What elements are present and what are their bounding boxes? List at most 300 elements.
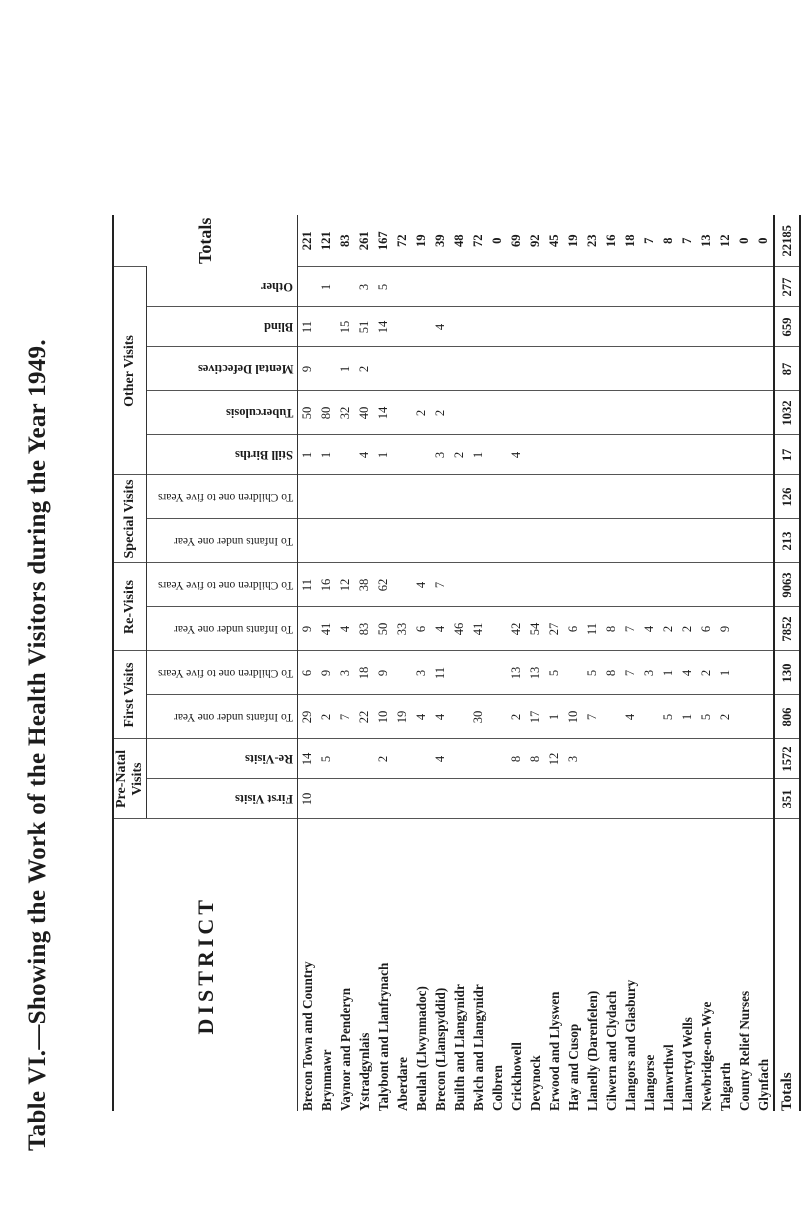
col-re-visits: Re-Visits bbox=[147, 739, 298, 779]
table-cell bbox=[678, 563, 697, 607]
table-cell bbox=[621, 391, 640, 435]
table-cell bbox=[469, 475, 488, 519]
district-name: Crickhowell bbox=[507, 819, 526, 1111]
table-cell bbox=[374, 475, 393, 519]
table-cell bbox=[355, 475, 374, 519]
table-cell: 11 bbox=[431, 651, 450, 695]
table-cell bbox=[716, 779, 735, 819]
table-cell bbox=[583, 267, 602, 307]
table-cell bbox=[735, 607, 754, 651]
table-row bbox=[450, 215, 469, 1111]
row-total: 0 bbox=[737, 237, 751, 244]
table-row bbox=[431, 215, 450, 1111]
table-cell bbox=[735, 475, 754, 519]
totals-cell: 806 bbox=[774, 695, 800, 739]
table-cell bbox=[393, 519, 412, 563]
table-cell bbox=[336, 779, 355, 819]
table-cell bbox=[659, 347, 678, 391]
table-cell: 51 bbox=[355, 307, 374, 347]
table-cell: 33 bbox=[393, 607, 412, 651]
table-row bbox=[469, 215, 488, 1111]
table-cell bbox=[526, 267, 545, 307]
table-cell bbox=[545, 779, 564, 819]
table-cell bbox=[659, 563, 678, 607]
table-cell bbox=[754, 739, 774, 779]
table-cell: 1 bbox=[678, 695, 697, 739]
table-cell: 7 bbox=[583, 695, 602, 739]
row-total: 72 bbox=[395, 234, 409, 248]
table-cell bbox=[602, 563, 621, 607]
table-cell: 32 bbox=[336, 391, 355, 435]
table-cell bbox=[298, 267, 318, 307]
table-cell bbox=[450, 695, 469, 739]
table-cell: 4 bbox=[621, 695, 640, 739]
table-cell bbox=[336, 475, 355, 519]
table-row bbox=[754, 215, 774, 1111]
table-cell bbox=[450, 307, 469, 347]
table-cell bbox=[488, 563, 507, 607]
table-cell: 12 bbox=[336, 563, 355, 607]
table-cell bbox=[507, 779, 526, 819]
table-cell bbox=[735, 391, 754, 435]
table-cell bbox=[659, 779, 678, 819]
table-cell bbox=[393, 435, 412, 475]
table-cell bbox=[678, 347, 697, 391]
table-cell bbox=[488, 267, 507, 307]
table-cell: 14 bbox=[374, 391, 393, 435]
table-row bbox=[374, 215, 393, 1111]
row-total: 261 bbox=[357, 231, 371, 251]
table-cell bbox=[754, 563, 774, 607]
table-cell bbox=[583, 347, 602, 391]
table-cell: 6 bbox=[298, 651, 318, 695]
table-cell: 1 bbox=[317, 267, 336, 307]
table-cell: 11 bbox=[298, 563, 318, 607]
table-cell: 38 bbox=[355, 563, 374, 607]
table-cell bbox=[754, 347, 774, 391]
table-cell bbox=[488, 779, 507, 819]
table-body bbox=[298, 215, 801, 1111]
table-row bbox=[298, 215, 318, 1111]
totals-cell: 9063 bbox=[774, 563, 800, 607]
table-cell: 1 bbox=[298, 435, 318, 475]
table-cell: 10 bbox=[298, 779, 318, 819]
table-cell: 13 bbox=[507, 651, 526, 695]
table-cell: 7 bbox=[621, 651, 640, 695]
table-cell bbox=[735, 651, 754, 695]
table-cell: 5 bbox=[374, 267, 393, 307]
table-cell bbox=[640, 519, 659, 563]
table-cell: 4 bbox=[412, 563, 431, 607]
col-tuberculosis: Tuberculosis bbox=[147, 391, 298, 435]
table-cell bbox=[602, 739, 621, 779]
table-cell bbox=[621, 563, 640, 607]
totals-cell: 7852 bbox=[774, 607, 800, 651]
table-cell: 1 bbox=[317, 435, 336, 475]
table-cell bbox=[754, 391, 774, 435]
table-cell bbox=[355, 519, 374, 563]
table-cell bbox=[735, 779, 754, 819]
table-cell bbox=[602, 267, 621, 307]
table-cell: 3 bbox=[564, 739, 583, 779]
table-cell: 7 bbox=[621, 607, 640, 651]
table-cell bbox=[412, 307, 431, 347]
table-cell bbox=[754, 651, 774, 695]
table-cell bbox=[431, 519, 450, 563]
table-cell bbox=[488, 695, 507, 739]
table-cell: 5 bbox=[697, 695, 716, 739]
table-cell: 2 bbox=[507, 695, 526, 739]
table-cell bbox=[621, 779, 640, 819]
row-total: 7 bbox=[680, 237, 694, 244]
table-row bbox=[583, 215, 602, 1111]
table-cell: 9 bbox=[298, 347, 318, 391]
table-cell bbox=[716, 307, 735, 347]
table-cell bbox=[336, 519, 355, 563]
totals-cell: 213 bbox=[774, 519, 800, 563]
table-cell bbox=[621, 519, 640, 563]
group-re-visits: Re-Visits bbox=[113, 563, 147, 651]
table-cell: 2 bbox=[431, 391, 450, 435]
table-cell: 80 bbox=[317, 391, 336, 435]
table-cell bbox=[621, 307, 640, 347]
table-row bbox=[545, 215, 564, 1111]
table-cell bbox=[469, 779, 488, 819]
table-cell bbox=[450, 779, 469, 819]
table-cell bbox=[488, 739, 507, 779]
table-cell bbox=[735, 739, 754, 779]
table-cell: 29 bbox=[298, 695, 318, 739]
table-cell bbox=[735, 347, 754, 391]
table-cell bbox=[526, 391, 545, 435]
health-visitors-table bbox=[112, 215, 801, 1111]
table-row bbox=[564, 215, 583, 1111]
table-cell bbox=[488, 519, 507, 563]
table-cell bbox=[697, 307, 716, 347]
table-cell: 42 bbox=[507, 607, 526, 651]
table-cell bbox=[393, 563, 412, 607]
table-row bbox=[507, 215, 526, 1111]
table-cell bbox=[374, 519, 393, 563]
row-total: 48 bbox=[452, 234, 466, 248]
table-cell: 7 bbox=[431, 563, 450, 607]
table-cell: 4 bbox=[431, 695, 450, 739]
col-first-infants: To Infants under one Year bbox=[147, 695, 298, 739]
table-row bbox=[355, 215, 374, 1111]
row-total: 0 bbox=[756, 237, 770, 244]
table-cell bbox=[412, 475, 431, 519]
table-cell bbox=[545, 347, 564, 391]
table-cell bbox=[659, 739, 678, 779]
row-total: 23 bbox=[585, 234, 599, 248]
table-cell bbox=[317, 519, 336, 563]
table-cell bbox=[545, 307, 564, 347]
table-cell bbox=[735, 307, 754, 347]
table-cell bbox=[697, 475, 716, 519]
table-cell bbox=[412, 435, 431, 475]
row-total: 7 bbox=[642, 237, 656, 244]
table-cell bbox=[450, 739, 469, 779]
table-cell: 50 bbox=[374, 607, 393, 651]
table-cell bbox=[583, 563, 602, 607]
table-cell bbox=[469, 563, 488, 607]
row-total: 19 bbox=[414, 234, 428, 248]
col-blind: Blind bbox=[147, 307, 298, 347]
table-cell bbox=[393, 651, 412, 695]
table-cell: 10 bbox=[564, 695, 583, 739]
table-cell bbox=[393, 779, 412, 819]
table-cell: 9 bbox=[317, 651, 336, 695]
table-cell bbox=[488, 607, 507, 651]
table-cell: 6 bbox=[412, 607, 431, 651]
table-cell bbox=[507, 563, 526, 607]
table-row bbox=[640, 215, 659, 1111]
table-cell: 62 bbox=[374, 563, 393, 607]
table-cell: 1 bbox=[716, 651, 735, 695]
table-cell bbox=[602, 475, 621, 519]
table-cell bbox=[545, 563, 564, 607]
table-cell bbox=[450, 391, 469, 435]
table-cell bbox=[526, 563, 545, 607]
table-row bbox=[735, 215, 754, 1111]
table-cell: 2 bbox=[678, 607, 697, 651]
table-cell bbox=[735, 695, 754, 739]
row-total: 121 bbox=[319, 231, 333, 251]
table-cell bbox=[412, 347, 431, 391]
table-cell bbox=[488, 307, 507, 347]
table-cell bbox=[412, 267, 431, 307]
table-cell bbox=[298, 519, 318, 563]
district-name: Cilwern and Clydach bbox=[602, 819, 621, 1111]
row-total: 92 bbox=[528, 234, 542, 248]
table-cell bbox=[507, 267, 526, 307]
table-cell bbox=[469, 651, 488, 695]
table-cell: 9 bbox=[716, 607, 735, 651]
table-cell bbox=[678, 267, 697, 307]
col-special-children: To Children one to five Years bbox=[147, 475, 298, 519]
table-cell bbox=[697, 435, 716, 475]
table-cell bbox=[564, 267, 583, 307]
district-name: County Relief Nurses bbox=[735, 819, 754, 1111]
table-cell bbox=[602, 307, 621, 347]
table-cell bbox=[697, 391, 716, 435]
table-cell bbox=[583, 739, 602, 779]
table-cell: 8 bbox=[602, 607, 621, 651]
table-cell: 7 bbox=[336, 695, 355, 739]
table-cell: 2 bbox=[697, 651, 716, 695]
table-cell bbox=[393, 391, 412, 435]
table-cell: 2 bbox=[317, 695, 336, 739]
table-cell: 1 bbox=[469, 435, 488, 475]
row-total: 221 bbox=[300, 231, 314, 251]
row-total: 16 bbox=[604, 234, 618, 248]
col-first-children: To Children one to five Years bbox=[147, 651, 298, 695]
table-cell bbox=[545, 267, 564, 307]
table-cell bbox=[583, 391, 602, 435]
table-cell bbox=[450, 475, 469, 519]
col-other: Other bbox=[147, 267, 298, 307]
table-cell: 14 bbox=[374, 307, 393, 347]
table-cell bbox=[716, 391, 735, 435]
district-name: Llanelly (Darenfelen) bbox=[583, 819, 602, 1111]
table-cell bbox=[716, 475, 735, 519]
district-name: Beulah (Llwynmadoc) bbox=[412, 819, 431, 1111]
table-cell bbox=[564, 391, 583, 435]
table-cell bbox=[602, 435, 621, 475]
table-cell bbox=[754, 779, 774, 819]
group-pre-natal: Pre-Natal Visits bbox=[113, 739, 147, 819]
totals-cell: 1032 bbox=[774, 391, 800, 435]
table-cell: 3 bbox=[431, 435, 450, 475]
table-cell bbox=[507, 519, 526, 563]
table-cell: 4 bbox=[355, 435, 374, 475]
totals-cell: 87 bbox=[774, 347, 800, 391]
table-cell bbox=[602, 779, 621, 819]
table-title: Table VI.—Showing the Work of the Health Visitors during the Year 1949. bbox=[24, 339, 51, 1151]
totals-cell: 17 bbox=[774, 435, 800, 475]
table-cell bbox=[564, 347, 583, 391]
table-cell bbox=[469, 391, 488, 435]
table-row bbox=[697, 215, 716, 1111]
table-cell bbox=[374, 779, 393, 819]
table-row bbox=[336, 215, 355, 1111]
table-cell bbox=[659, 519, 678, 563]
table-row bbox=[621, 215, 640, 1111]
table-cell bbox=[450, 563, 469, 607]
table-cell bbox=[754, 435, 774, 475]
district-name: Llanwrthwl bbox=[659, 819, 678, 1111]
table-cell: 4 bbox=[507, 435, 526, 475]
group-special-visits: Special Visits bbox=[113, 475, 147, 563]
table-cell bbox=[640, 695, 659, 739]
table-cell bbox=[621, 347, 640, 391]
totals-cell: 22185 bbox=[774, 215, 800, 267]
table-cell bbox=[659, 267, 678, 307]
table-cell bbox=[697, 563, 716, 607]
group-other-visits: Other Visits bbox=[113, 267, 147, 475]
table-cell bbox=[469, 739, 488, 779]
table-row bbox=[526, 215, 545, 1111]
table-cell bbox=[659, 307, 678, 347]
table-cell bbox=[564, 779, 583, 819]
totals-cell: 126 bbox=[774, 475, 800, 519]
district-name: Erwood and Llyswen bbox=[545, 819, 564, 1111]
table-cell bbox=[583, 519, 602, 563]
table-row bbox=[412, 215, 431, 1111]
table-cell: 1 bbox=[336, 347, 355, 391]
row-total: 167 bbox=[376, 231, 390, 251]
table-cell: 17 bbox=[526, 695, 545, 739]
table-cell bbox=[298, 475, 318, 519]
table-cell: 46 bbox=[450, 607, 469, 651]
table-cell bbox=[564, 563, 583, 607]
table-cell: 3 bbox=[336, 651, 355, 695]
table-cell bbox=[526, 307, 545, 347]
table-row bbox=[602, 215, 621, 1111]
table-cell bbox=[678, 475, 697, 519]
table-row bbox=[393, 215, 412, 1111]
row-total: 0 bbox=[490, 237, 504, 244]
table-cell bbox=[602, 695, 621, 739]
district-name: Colbren bbox=[488, 819, 507, 1111]
table-cell: 2 bbox=[355, 347, 374, 391]
table-cell bbox=[431, 475, 450, 519]
district-name: Aberdare bbox=[393, 819, 412, 1111]
table-cell: 1 bbox=[374, 435, 393, 475]
totals-cell: 351 bbox=[774, 779, 800, 819]
col-mental-defectives: Mental Defectives bbox=[147, 347, 298, 391]
table-cell: 3 bbox=[412, 651, 431, 695]
table-cell bbox=[640, 739, 659, 779]
district-name: Talgarth bbox=[716, 819, 735, 1111]
table-cell: 5 bbox=[545, 651, 564, 695]
table-cell: 22 bbox=[355, 695, 374, 739]
table-cell bbox=[469, 347, 488, 391]
table-cell bbox=[640, 779, 659, 819]
group-first-visits: First Visits bbox=[113, 651, 147, 739]
district-name: Llangors and Glasbury bbox=[621, 819, 640, 1111]
table-cell: 16 bbox=[317, 563, 336, 607]
table-cell bbox=[678, 779, 697, 819]
table-cell bbox=[754, 307, 774, 347]
col-special-infants: To Infants under one Year bbox=[147, 519, 298, 563]
table-cell bbox=[621, 739, 640, 779]
table-row bbox=[488, 215, 507, 1111]
table-cell bbox=[564, 519, 583, 563]
table-cell bbox=[488, 651, 507, 695]
row-total: 12 bbox=[718, 234, 732, 248]
table-row bbox=[678, 215, 697, 1111]
table-cell bbox=[374, 347, 393, 391]
table-cell bbox=[716, 267, 735, 307]
table-cell bbox=[393, 267, 412, 307]
table-cell: 1 bbox=[659, 651, 678, 695]
district-name: Vaynor and Penderyn bbox=[336, 819, 355, 1111]
table-cell bbox=[640, 307, 659, 347]
row-total: 45 bbox=[547, 234, 561, 248]
table-cell: 4 bbox=[412, 695, 431, 739]
district-name: Brecon Town and Country bbox=[298, 819, 318, 1111]
table-cell bbox=[336, 739, 355, 779]
table-cell: 4 bbox=[640, 607, 659, 651]
table-cell bbox=[564, 435, 583, 475]
table-cell: 2 bbox=[374, 739, 393, 779]
table-cell bbox=[678, 519, 697, 563]
district-name: Talybont and Llanfrynach bbox=[374, 819, 393, 1111]
totals-cell: 1572 bbox=[774, 739, 800, 779]
district-name: Brynmawr bbox=[317, 819, 336, 1111]
table-cell bbox=[640, 563, 659, 607]
table-cell bbox=[697, 739, 716, 779]
table-cell bbox=[716, 435, 735, 475]
table-row bbox=[659, 215, 678, 1111]
table-cell bbox=[507, 347, 526, 391]
table-cell bbox=[526, 435, 545, 475]
table-cell bbox=[317, 779, 336, 819]
table-cell: 15 bbox=[336, 307, 355, 347]
table-cell: 4 bbox=[678, 651, 697, 695]
table-cell bbox=[659, 435, 678, 475]
table-cell: 5 bbox=[659, 695, 678, 739]
table-cell bbox=[450, 267, 469, 307]
district-name: Devynock bbox=[526, 819, 545, 1111]
table-cell: 19 bbox=[393, 695, 412, 739]
col-re-infants: To Infants under one Year bbox=[147, 607, 298, 651]
district-name: Ystradgynlais bbox=[355, 819, 374, 1111]
district-name: Glynfach bbox=[754, 819, 774, 1111]
table-cell: 12 bbox=[545, 739, 564, 779]
table-cell bbox=[317, 347, 336, 391]
